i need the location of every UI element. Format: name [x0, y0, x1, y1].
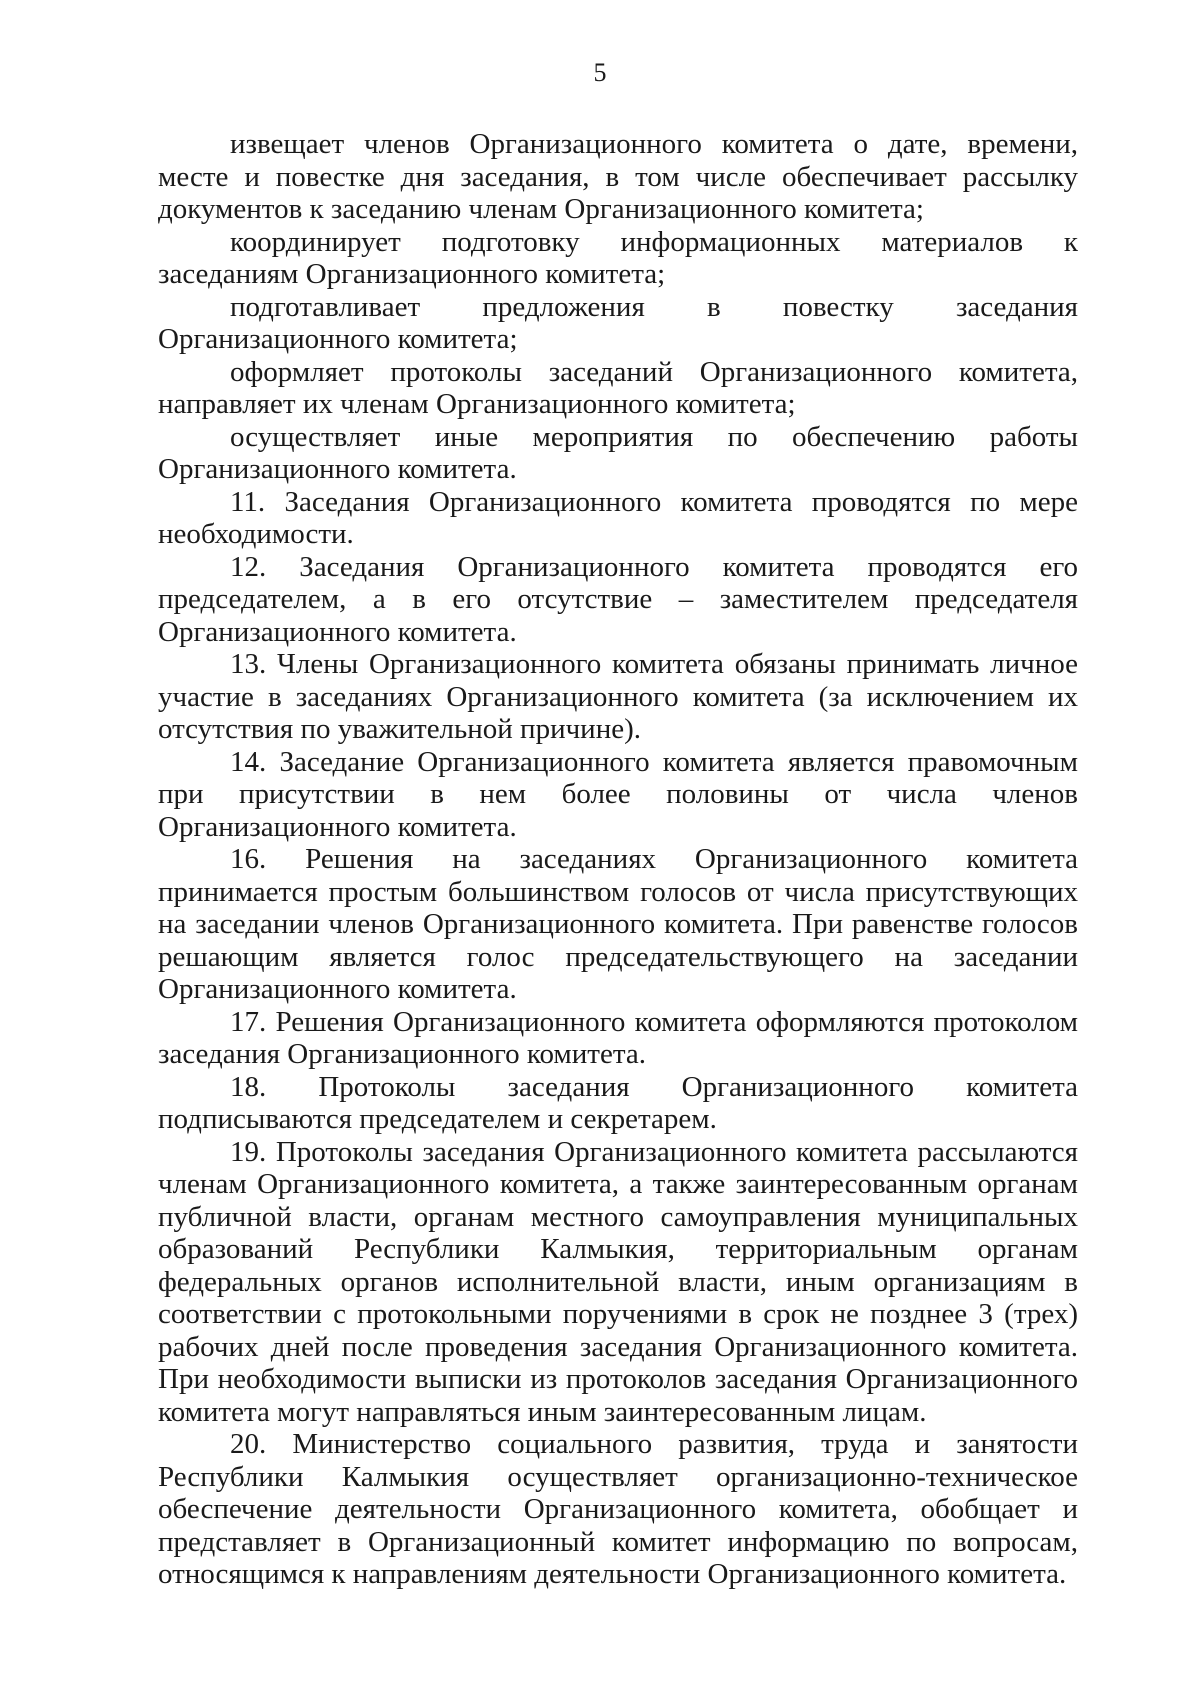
paragraph-clause-14: 14. Заседание Организационного комитета является правомочным при присутствии в нем более половины от числа членов Организационного комитета.	[158, 745, 1078, 843]
page-number: 5	[593, 58, 607, 87]
paragraph-duty-protocols: оформляет протоколы заседаний Организационного комитета, направляет их членам Организационного комитета;	[158, 355, 1078, 420]
paragraph-duty-notify: извещает членов Организационного комитета о дате, времени, месте и повестке дня заседания, в том числе обеспечивает рассылку документов к заседанию членам Организационного комитета;	[158, 128, 1078, 225]
paragraph-duty-coordinate: координирует подготовку информационных материалов к заседаниям Организационного комитета;	[158, 225, 1078, 290]
paragraph-clause-13: 13. Члены Организационного комитета обязаны принимать личное участие в заседаниях Организационного комитета (за исключением их отсутствия по уважительной причине).	[158, 648, 1078, 745]
paragraph-clause-19: 19. Протоколы заседания Организационного комитета рассылаются членам Организационного комитета, а также заинтересованным органам публичной власти, органам местного самоуправления муниципальных образований Республики Калмыкия, территориальным органам федеральных органов исполнительной власти, иным организациям в соответствии с протокольными поручениями в срок не позднее 3 (трех) рабочих дней после проведения заседания Организационного комитета. При необходимости выписки из протоколов заседания Организационного комитета могут направляться иным заинтересованным лицам.	[158, 1135, 1078, 1428]
paragraph-clause-16: 16. Решения на заседаниях Организационного комитета принимается простым большинством голосов от числа присутствующих на заседании членов Организационного комитета. При равенстве голосов решающим является голос председательствующего на заседании Организационного комитета.	[158, 843, 1078, 1005]
paragraph-clause-20: 20. Министерство социального развития, труда и занятости Республики Калмыкия осуществляет организационно-техническое обеспечение деятельности Организационного комитета, обобщает и представляет в Организационный комитет информацию по вопросам, относящимся к направлениям деятельности Организационного комитета.	[158, 1428, 1078, 1590]
document-body	[158, 128, 1078, 1591]
paragraph-duty-prepare: подготавливает предложения в повестку заседания Организационного комитета;	[158, 290, 1078, 355]
paragraph-clause-17: 17. Решения Организационного комитета оформляются протоколом заседания Организационного комитета.	[158, 1005, 1078, 1070]
paragraph-clause-12: 12. Заседания Организационного комитета проводятся его председателем, а в его отсутствие – заместителем председателя Организационного комитета.	[158, 550, 1078, 648]
paragraph-clause-11: 11. Заседания Организационного комитета проводятся по мере необходимости.	[158, 485, 1078, 550]
paragraph-clause-18: 18. Протоколы заседания Организационного комитета подписываются председателем и секретарем.	[158, 1070, 1078, 1135]
paragraph-duty-other: осуществляет иные мероприятия по обеспечению работы Организационного комитета.	[158, 420, 1078, 485]
